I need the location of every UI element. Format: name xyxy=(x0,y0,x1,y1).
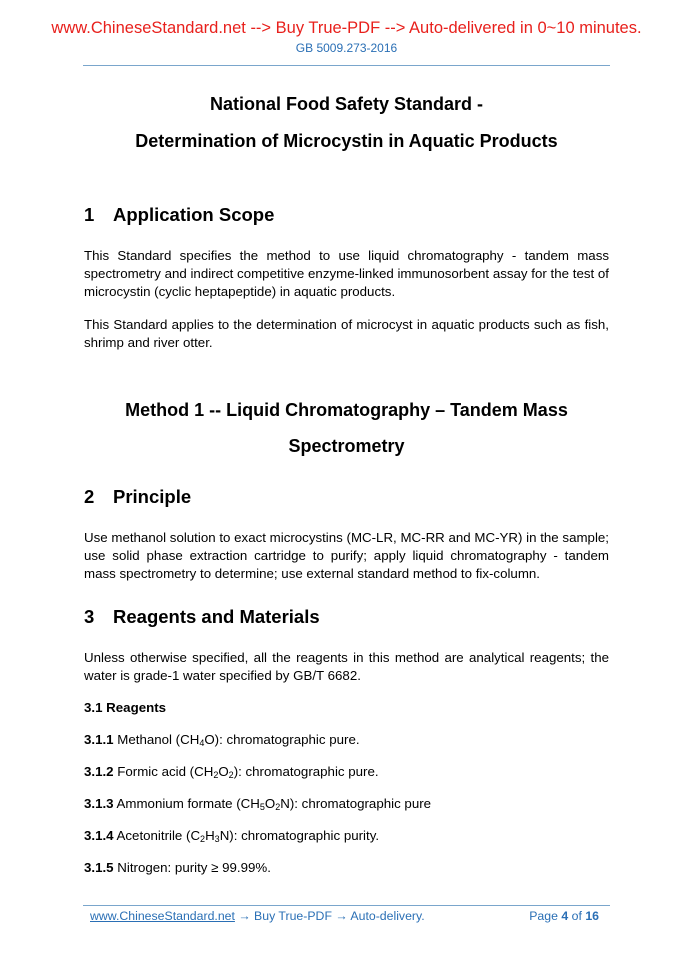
footer-link[interactable]: www.ChineseStandard.net xyxy=(90,909,235,923)
section-3-paragraph: Unless otherwise specified, all the reagents in this method are analytical reagents; the water is grade-1 water specified by GB/T 6682. xyxy=(84,650,609,683)
subscript: 4 xyxy=(199,738,205,748)
section-2-paragraph: Use methanol solution to exact microcystins (MC-LR, MC-RR and MC-YR) in the sample; use solid phase extraction cartridge to purify; apply liquid chromatography - tandem mass spectrometry to determine; use external standard method to fix-column. xyxy=(84,530,609,581)
section-number: 1 xyxy=(84,204,95,225)
section-1-heading xyxy=(84,204,274,226)
reagent-item xyxy=(84,860,271,875)
item-text: O xyxy=(264,796,276,811)
item-text: Ammonium formate (CH xyxy=(113,796,260,811)
section-1-paragraph-1: This Standard specifies the method to use liquid chromatography - tandem mass spectrometry and indirect competitive enzyme-linked immunosorbent assay for the test of microcystin (cyclic heptapeptide) in aquatic products. xyxy=(84,248,609,299)
section-2-heading xyxy=(84,486,191,508)
section-1-paragraph-2: This Standard applies to the determination of microcyst in aquatic products such as fish, shrimp and river otter. xyxy=(84,317,609,350)
item-text: Nitrogen: purity ≥ 99.99%. xyxy=(113,860,271,875)
section-number: 2 xyxy=(84,486,95,507)
page-indicator xyxy=(529,909,599,923)
footer-text: → Buy True-PDF → Auto-delivery. xyxy=(234,909,425,923)
item-text: Methanol (CH xyxy=(113,732,200,747)
subscript: 2 xyxy=(275,802,281,812)
section-3-heading xyxy=(84,606,320,628)
reagent-item xyxy=(84,796,431,812)
method-1-heading-line2: Spectrometry xyxy=(288,436,405,456)
item-text: O xyxy=(218,764,229,779)
item-text: N): chromatographic purity. xyxy=(219,828,380,843)
of-label: of xyxy=(571,909,582,923)
reagent-item xyxy=(84,732,360,748)
subscript: 3 xyxy=(214,834,220,844)
page-total: 16 xyxy=(585,909,599,923)
item-text: H xyxy=(205,828,215,843)
section-title: Application Scope xyxy=(113,204,275,225)
item-number: 3.1.3 xyxy=(84,796,114,811)
standard-number: GB 5009.273-2016 xyxy=(295,41,398,55)
reagent-item xyxy=(84,828,379,844)
item-text: Formic acid (CH xyxy=(113,764,214,779)
document-title-line1: National Food Safety Standard - xyxy=(209,94,484,114)
item-number: 3.1.1 xyxy=(84,732,114,747)
header-divider xyxy=(83,65,610,66)
subscript: 2 xyxy=(200,834,206,844)
page-number: 4 xyxy=(561,909,569,923)
footer xyxy=(90,909,605,923)
subscript: 5 xyxy=(259,802,265,812)
item-text: Acetonitrile (C xyxy=(113,828,201,843)
section-number: 3 xyxy=(84,606,95,627)
item-text: N): chromatographic pure xyxy=(280,796,432,811)
method-1-heading-line1: Method 1 -- Liquid Chromatography – Tandem Mass xyxy=(125,400,568,420)
subsection-heading: 3.1 Reagents xyxy=(84,700,167,715)
page-label: Page xyxy=(529,909,558,923)
item-number: 3.1.4 xyxy=(84,828,114,843)
item-text: ): chromatographic pure. xyxy=(233,764,379,779)
item-text: O): chromatographic pure. xyxy=(204,732,360,747)
item-number: 3.1.5 xyxy=(84,860,114,875)
reagent-item xyxy=(84,764,379,780)
subscript: 2 xyxy=(228,770,234,780)
item-number: 3.1.2 xyxy=(84,764,114,779)
subscript: 2 xyxy=(213,770,219,780)
footer-divider xyxy=(83,905,610,906)
section-title: Principle xyxy=(113,486,192,507)
section-title: Reagents and Materials xyxy=(113,606,320,627)
document-title-line2: Determination of Microcystin in Aquatic Products xyxy=(135,131,558,151)
promo-banner: www.ChineseStandard.net --> Buy True-PDF --> Auto-delivered in 0~10 minutes. xyxy=(51,19,642,37)
